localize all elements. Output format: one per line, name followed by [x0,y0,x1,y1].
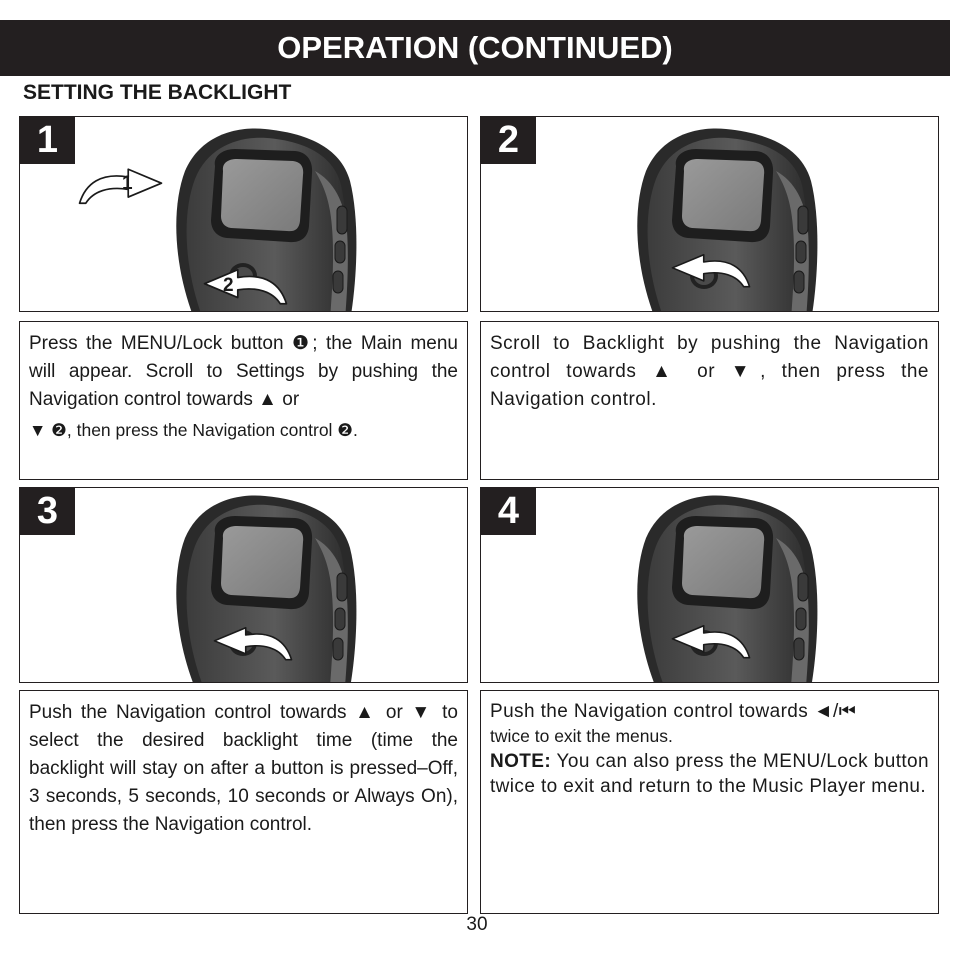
page-number: 30 [466,914,488,935]
step-3-illustration [19,487,468,683]
callout-arrow-1 [78,163,163,208]
step-2-illustration [480,116,939,312]
callout-label-2: 2 [223,275,234,296]
note-text: You can also press the MENU/Lock button twice to exit and return to the Music Player menu. [490,751,929,797]
step-3-text: Push the Navigation control towards ▲ or ▼ to select the desired backlight time (time the backlight will stay on after a button is pressed–Off, 3 seconds, 5 seconds, 10 seconds or Always On), then press the Navigation control. [29,702,458,835]
step-1-text-continued: ▼ ❷, then press the Navigation control ❷. [29,420,358,440]
step-2-description [480,321,939,480]
step-4-illustration [480,487,939,683]
callout-arrow-2 [203,265,288,307]
step-number-badge: 4 [481,488,536,535]
step-number-badge: 1 [20,117,75,164]
step-number-badge: 2 [481,117,536,164]
step-number-badge: 3 [20,488,75,535]
step-4-text-continued: twice to exit the menus. [490,726,673,746]
page-heading: OPERATION (CONTINUED) [277,30,673,65]
section-title: SETTING THE BACKLIGHT [23,81,292,104]
header-bar [0,20,950,76]
step-4-description [480,690,939,914]
callout-label-1: 1 [122,173,133,194]
step-4-text: Push the Navigation control towards ◄/⏮ [490,701,857,722]
note-label: NOTE: [490,751,552,772]
step-1-illustration [19,116,468,312]
step-3-description [19,690,468,914]
navigation-arrow [671,251,751,289]
step-2-text: Scroll to Backlight by pushing the Navigation control towards ▲ or ▼, then press the Navigation control. [490,333,929,410]
navigation-arrow [213,624,293,662]
step-1-description [19,321,468,480]
navigation-arrow [671,622,751,660]
step-1-text: Press the MENU/Lock button ❶; the Main menu will appear. Scroll to Settings by pushing the Navigation control towards ▲ or [29,333,458,410]
